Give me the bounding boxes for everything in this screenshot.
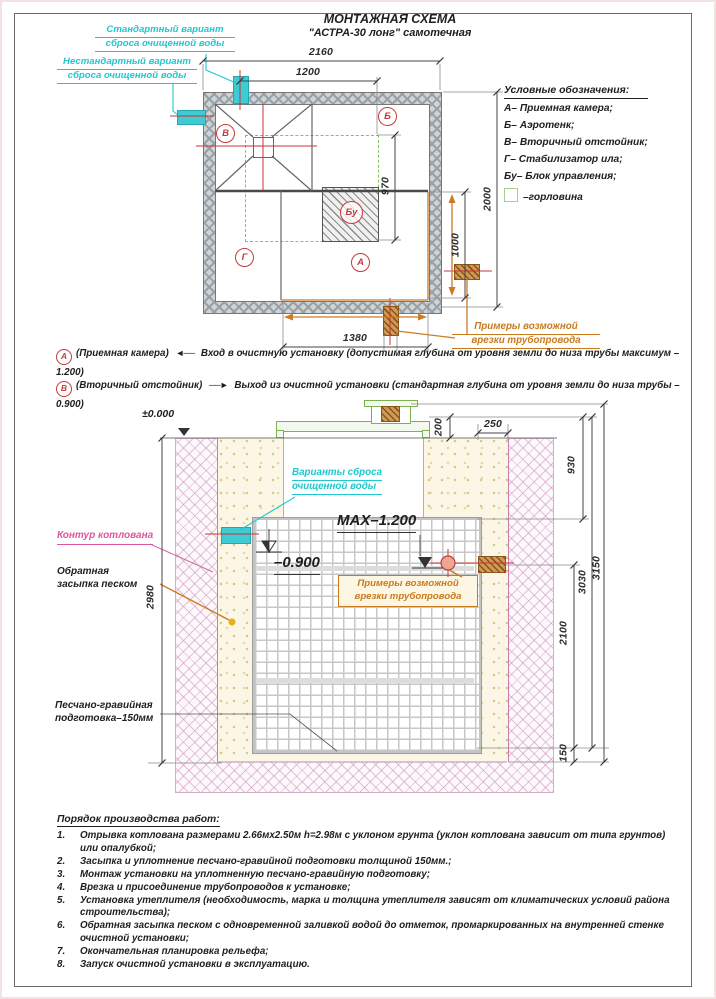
arrow-left-icon: ◄── [175, 348, 195, 358]
work-item: 8. Запуск очистной установки в эксплуатацию. [57, 958, 310, 970]
kontur-kotlovana-label: Контур котлована [57, 530, 153, 545]
arrow-right-icon: ──► [209, 380, 228, 390]
work-item: 4. Врезка и присоединение трубопроводов к установке; [57, 881, 351, 893]
legend-item-a: А– Приемная камера; [504, 103, 613, 114]
plan-center-square [253, 137, 274, 158]
legend-item-b: Б– Аэротенк; [504, 119, 575, 131]
pipe-examples-line1: Примеры возможной [357, 578, 459, 589]
callout-nonstandard-outlet: Нестандартный вариант сброса очищенной воды [57, 56, 197, 84]
legend-heading: Условные обозначения: [504, 84, 648, 99]
plan-marker-a: А [351, 253, 370, 272]
pipe-examples-line2: врезки трубопровода [354, 590, 462, 602]
dim-3150: 3150 [590, 555, 603, 581]
callout-standard-outlet: Стандартный вариант сброса очищенной воды [95, 24, 235, 52]
podgotovka-label: Песчано-гравийная подготовка–150мм [55, 700, 154, 724]
callout-variants: Варианты сброса очищенной воды [292, 467, 382, 495]
dim-3030: 3030 [576, 569, 589, 595]
plan-right-inlet-pipe [454, 264, 480, 280]
dim-2980: 2980 [144, 584, 157, 610]
section-lid-flange-right [422, 430, 430, 438]
plan-marker-bu: Бу [340, 201, 363, 224]
dim-970: 970 [379, 176, 392, 196]
legend-item-v: В– Вторичный отстойник; [504, 136, 648, 148]
dim-1380: 1380 [342, 332, 368, 344]
max-level-label: MAX–1.200 [337, 512, 416, 533]
plan-left-outlet-pipe [177, 110, 206, 125]
work-order-heading: Порядок производства работ: [57, 813, 220, 827]
work-order-list [57, 813, 681, 972]
dim-200: 200 [432, 417, 445, 437]
note-a-name: (Приемная камера) [76, 348, 169, 359]
work-item: 6. Обратная засыпка песком с одновременной заливкой водой до отметок, промаркированных на внутренней стенке очистной установки; [57, 920, 664, 945]
gorlovina-square-icon [504, 188, 518, 202]
callout-pipe-examples-plan: Примеры возможной врезки трубопровода [452, 321, 600, 349]
note-b-text: Выход из очистной установки (стандартная глубина от уровня земли до низа трубы –0.900) [56, 380, 680, 410]
page-title: МОНТАЖНАЯ СХЕМА [323, 12, 457, 26]
page-subtitle: "АСТРА-30 лонг" самотечная [308, 27, 472, 39]
legend-item-g: Г– Стабилизатор ила; [504, 153, 623, 165]
zasypka-label: Обратная засыпка песком [57, 566, 138, 590]
dim-1200: 1200 [295, 66, 321, 78]
legend-item-gorlovina: –горловина [504, 188, 648, 205]
dim-150: 150 [557, 743, 570, 763]
work-item: 7. Окончательная планировка рельефа; [57, 945, 269, 957]
section-lid-flange-left [276, 430, 284, 438]
dim-2000: 2000 [481, 186, 494, 212]
note-a-text: Вход в очистную установку (допустимая глубина от уровня земли до низа трубы максимум –1.200) [56, 348, 680, 378]
legend [504, 84, 648, 209]
note-a-marker: А [56, 349, 72, 365]
note-b-marker: В [56, 381, 72, 397]
pipe-examples-box [338, 575, 478, 607]
zero-level-label: ±0.000 [142, 408, 175, 420]
plan-marker-v: В [216, 124, 235, 143]
plan-marker-b: Б [378, 107, 397, 126]
work-item: 3. Монтаж установки на уплотненную песчано-гравийную подготовку; [57, 868, 431, 880]
dim-2160: 2160 [308, 46, 334, 58]
dim-930: 930 [565, 455, 578, 475]
section-outlet-pipe [221, 527, 251, 544]
note-inlet [56, 346, 688, 380]
note-b-name: (Вторичный отстойник) [76, 380, 203, 391]
plan-marker-g: Г [235, 248, 254, 267]
work-item: 2. Засыпка и уплотнение песчано-гравийной подготовки толщиной 150мм.; [57, 856, 452, 868]
level-900-label: –0.900 [274, 554, 320, 575]
work-item: 1. Отрывка котлована размерами 2.66мх2.50м h=2.98м с уклоном грунта (уклон котлована зависит от типа грунтов) или опалубкой; [57, 830, 666, 855]
dim-2100: 2100 [557, 620, 570, 646]
plan-top-outlet-pipe [233, 76, 249, 104]
legend-item-bu: Бу– Блок управления; [504, 170, 617, 182]
section-tank-rib-2 [256, 678, 474, 683]
work-item: 5. Установка утеплителя (необходимость, марка и толщина утеплителя зависят от климатических условий района строительства); [57, 894, 670, 919]
dim-1000: 1000 [449, 232, 462, 258]
section-inlet-pipe [478, 556, 506, 573]
dim-250: 250 [483, 418, 503, 430]
